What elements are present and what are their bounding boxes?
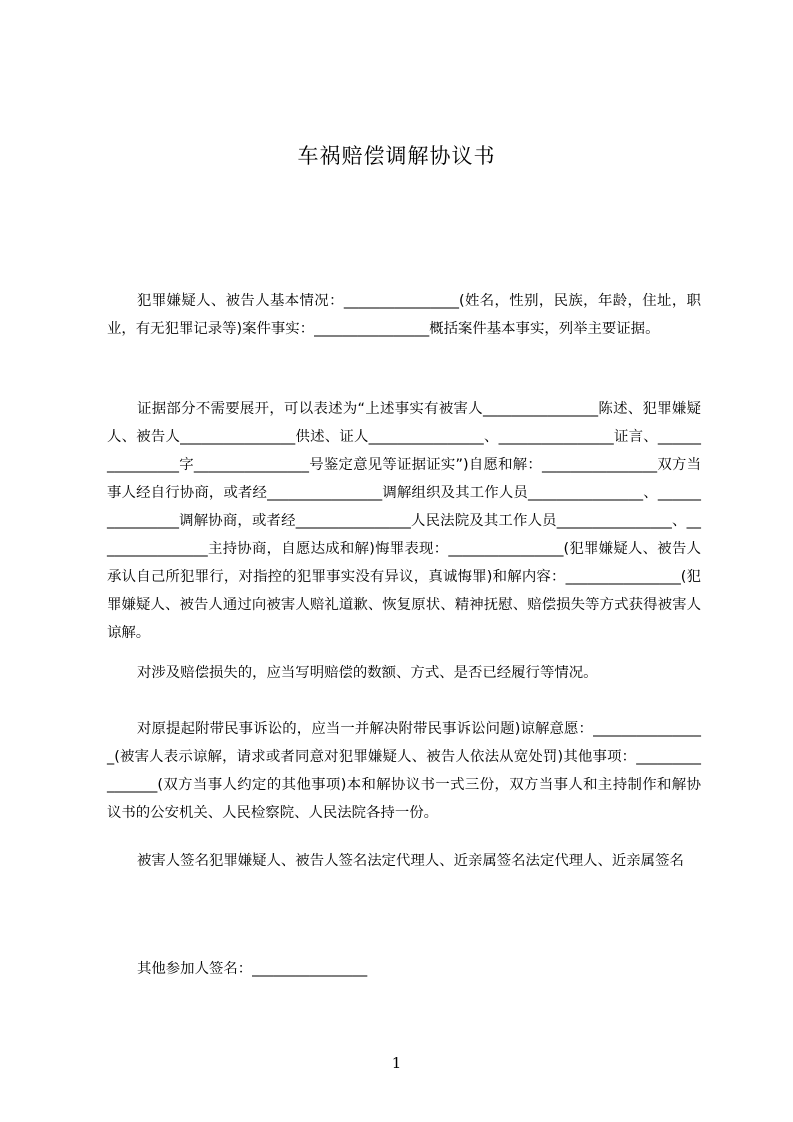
paragraph-other-signature: 其他参加人签名：________________	[137, 961, 368, 977]
paragraph-compensation: 对涉及赔偿损失的，应当写明赔偿的数额、方式、是否已经履行等情况。	[137, 665, 598, 681]
paragraph-signatures: 被害人签名犯罪嫌疑人、被告人签名法定代理人、近亲属签名法定代理人、近亲属签名	[137, 853, 684, 869]
paragraph-forgiveness: 对原提起附带民事诉讼的，应当一并解决附带民事诉讼问题)谅解意愿：________________(被害人表示谅解，请求或者同意对犯罪嫌疑人、被告人依法从宽处罚)其他事项：________________(双方当事人约定的其他事项)本和解协议书一式三份，双方当事人和主持制作和解协议书的公安机关、人民检察院、人民法院各持一份。	[107, 721, 701, 821]
page-number: 1	[391, 1054, 402, 1072]
paragraph-evidence: 证据部分不需要展开，可以表述为“上述事实有被害人________________陈述、犯罪嫌疑人、被告人________________供述、证人________________、________________证言、________________字________________号鉴定意见等证据证实”)自愿和解：________________双方当事人经自行协商，或者经________________调解组织及其工作人员________________、________________调解协商，或者经________________人民法院及其工作人员________________、________________主持协商，自愿达成和解)悔罪表现：________________(犯罪嫌疑人、被告人承认自己所犯罪行，对指控的犯罪事实没有异议，真诚悔罪)和解内容：________________(犯罪嫌疑人、被告人通过向被害人赔礼道歉、恢复原状、精神抚慰、赔偿损失等方式获得被害人谅解。	[107, 401, 701, 641]
paragraph-basic-info: 犯罪嫌疑人、被告人基本情况：________________(姓名，性别，民族，年龄，住址，职业，有无犯罪记录等)案件事实：________________概括案件基本事实，列举主要证据。	[107, 293, 701, 337]
document-title: 车祸赔偿调解协议书	[297, 144, 496, 168]
